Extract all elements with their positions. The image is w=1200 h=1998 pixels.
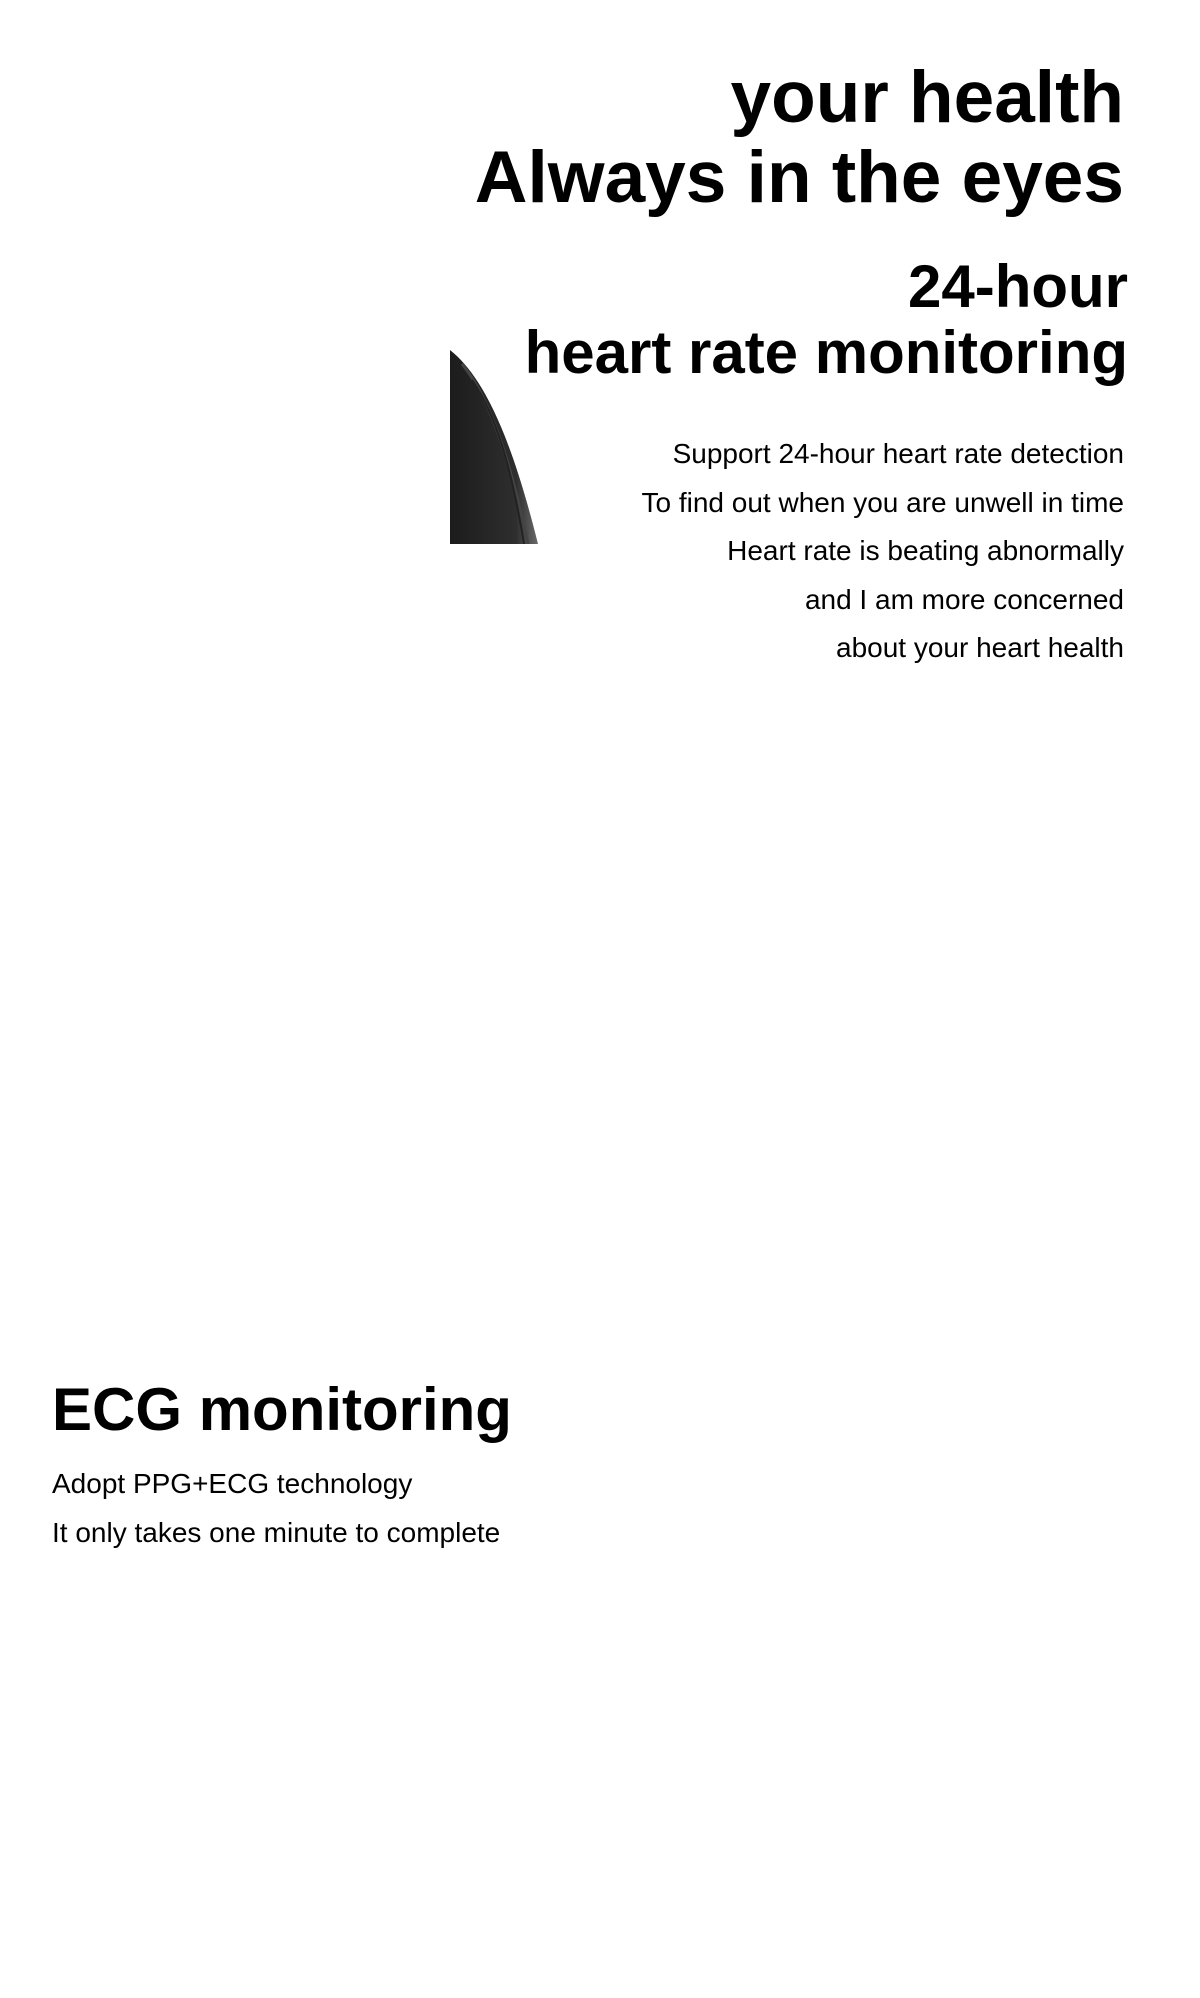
heart-rate-line: To find out when you are unwell in time xyxy=(641,486,1124,518)
heart-rate-line: and I am more concerned xyxy=(804,583,1124,615)
ecg-title: ECG monitoring xyxy=(52,1376,512,1443)
headline-line-2: Always in the eyes xyxy=(474,137,1124,218)
ecg-line: Adopt PPG+ECG technology xyxy=(52,1468,413,1499)
heart-rate-title xyxy=(428,254,1128,386)
ecg-description xyxy=(52,1460,500,1557)
heart-rate-line: Support 24-hour heart rate detection xyxy=(672,438,1124,469)
heart-rate-title-line-1: 24-hour xyxy=(907,253,1128,320)
heart-rate-line: about your heart health xyxy=(836,632,1124,663)
main-headline xyxy=(364,58,1124,218)
heart-rate-line: Heart rate is beating abnormally xyxy=(727,535,1124,566)
heart-rate-description xyxy=(484,430,1124,673)
heart-rate-title-line-2: heart rate monitoring xyxy=(524,319,1128,386)
headline-line-1: your health xyxy=(730,57,1124,138)
ecg-line: It only takes one minute to complete xyxy=(52,1516,501,1548)
